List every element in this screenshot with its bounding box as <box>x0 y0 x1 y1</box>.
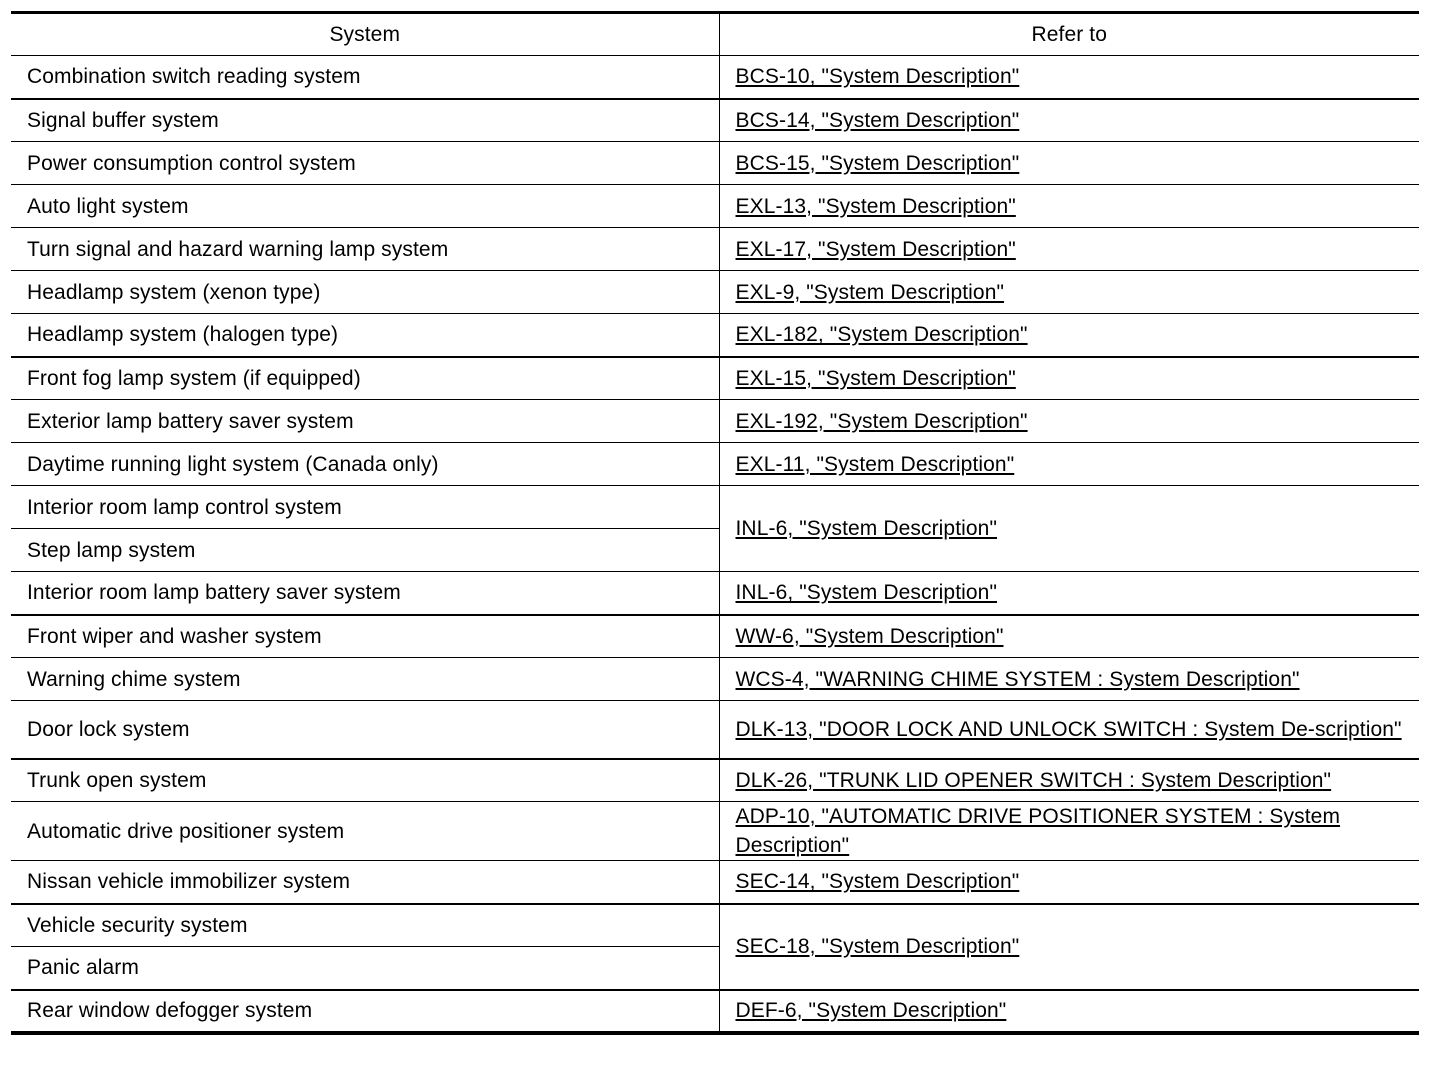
reference-link[interactable]: BCS-14, "System Description" <box>735 108 1020 132</box>
reference-link[interactable]: EXL-13, "System Description" <box>735 194 1016 218</box>
reference-link[interactable]: INL-6, "System Description" <box>735 581 998 605</box>
system-name: Headlamp system (xenon type) <box>11 271 719 314</box>
reference-link[interactable]: EXL-182, "System Description" <box>735 323 1028 347</box>
reference-cell <box>719 228 1419 271</box>
table-row <box>11 56 1419 99</box>
header-system: System <box>11 13 719 56</box>
system-name: Rear window defogger system <box>11 990 719 1033</box>
table-row <box>11 357 1419 400</box>
system-name: Signal buffer system <box>11 99 719 142</box>
system-name: Trunk open system <box>11 759 719 802</box>
reference-cell <box>719 861 1419 904</box>
system-name: Headlamp system (halogen type) <box>11 314 719 357</box>
system-name: Vehicle security system <box>11 904 719 947</box>
table-row <box>11 990 1419 1033</box>
reference-cell <box>719 99 1419 142</box>
table-row <box>11 861 1419 904</box>
reference-cell <box>719 185 1419 228</box>
table-row <box>11 400 1419 443</box>
reference-cell <box>719 802 1419 861</box>
system-name: Interior room lamp control system <box>11 486 719 529</box>
reference-cell <box>719 56 1419 99</box>
table-row <box>11 443 1419 486</box>
reference-link[interactable]: SEC-14, "System Description" <box>735 870 1020 894</box>
table-row <box>11 271 1419 314</box>
table-row <box>11 486 1419 529</box>
system-name: Step lamp system <box>11 529 719 572</box>
system-name: Power consumption control system <box>11 142 719 185</box>
table-row <box>11 314 1419 357</box>
reference-cell <box>719 759 1419 802</box>
reference-link[interactable]: EXL-11, "System Description" <box>735 452 1015 476</box>
table-row <box>11 185 1419 228</box>
table-row <box>11 658 1419 701</box>
reference-link[interactable]: DLK-26, "TRUNK LID OPENER SWITCH : System Description" <box>735 768 1332 792</box>
reference-cell <box>719 658 1419 701</box>
reference-cell <box>719 615 1419 658</box>
reference-cell <box>719 904 1419 990</box>
system-reference-table <box>11 11 1419 1035</box>
system-name: Panic alarm <box>11 947 719 990</box>
reference-link[interactable]: SEC-18, "System Description" <box>735 935 1020 958</box>
system-name: Nissan vehicle immobilizer system <box>11 861 719 904</box>
table-row <box>11 759 1419 802</box>
reference-link[interactable]: DLK-13, "DOOR LOCK AND UNLOCK SWITCH : System De-scription" <box>735 717 1402 741</box>
header-refer-to: Refer to <box>719 13 1419 56</box>
reference-link[interactable]: WCS-4, "WARNING CHIME SYSTEM : System Description" <box>735 667 1300 691</box>
system-name: Daytime running light system (Canada only) <box>11 443 719 486</box>
system-name: Combination switch reading system <box>11 56 719 99</box>
reference-cell <box>719 486 1419 572</box>
table-row <box>11 802 1419 861</box>
reference-link[interactable]: EXL-192, "System Description" <box>735 409 1028 433</box>
system-name: Exterior lamp battery saver system <box>11 400 719 443</box>
reference-link[interactable]: EXL-15, "System Description" <box>735 366 1016 390</box>
reference-link[interactable]: DEF-6, "System Description" <box>735 999 1007 1022</box>
reference-link[interactable]: INL-6, "System Description" <box>735 517 998 540</box>
system-name: Automatic drive positioner system <box>11 802 719 861</box>
system-name: Interior room lamp battery saver system <box>11 572 719 615</box>
table-row <box>11 572 1419 615</box>
table-header-row <box>11 13 1419 56</box>
reference-link[interactable]: BCS-15, "System Description" <box>735 151 1020 175</box>
table-row <box>11 142 1419 185</box>
reference-cell <box>719 357 1419 400</box>
table-row <box>11 904 1419 947</box>
reference-cell <box>719 572 1419 615</box>
system-name: Warning chime system <box>11 658 719 701</box>
system-name: Front wiper and washer system <box>11 615 719 658</box>
reference-cell <box>719 314 1419 357</box>
system-name: Turn signal and hazard warning lamp system <box>11 228 719 271</box>
table-row <box>11 99 1419 142</box>
reference-cell <box>719 443 1419 486</box>
system-name: Door lock system <box>11 701 719 759</box>
reference-cell <box>719 400 1419 443</box>
reference-link[interactable]: EXL-9, "System Description" <box>735 280 1005 304</box>
reference-cell <box>719 990 1419 1033</box>
reference-link[interactable]: EXL-17, "System Description" <box>735 237 1016 261</box>
table-row <box>11 615 1419 658</box>
reference-link[interactable]: ADP-10, "AUTOMATIC DRIVE POSITIONER SYSTEM : System Description" <box>735 805 1341 857</box>
reference-link[interactable]: WW-6, "System Description" <box>735 624 1004 648</box>
reference-cell <box>719 701 1419 759</box>
reference-link[interactable]: BCS-10, "System Description" <box>735 65 1020 89</box>
table-row <box>11 701 1419 759</box>
system-name: Auto light system <box>11 185 719 228</box>
reference-cell <box>719 271 1419 314</box>
table-row <box>11 228 1419 271</box>
system-name: Front fog lamp system (if equipped) <box>11 357 719 400</box>
reference-cell <box>719 142 1419 185</box>
